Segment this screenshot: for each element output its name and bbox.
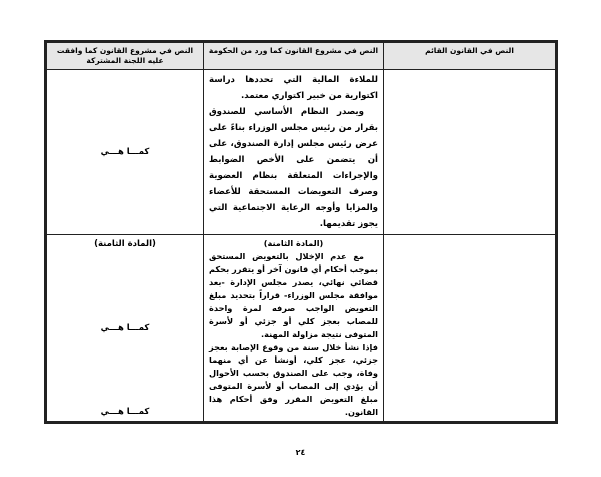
article-title: (المادة الثامنة): [263, 238, 324, 248]
table-row: [47, 235, 555, 421]
header-existing-law: النص في القانون القائم: [383, 43, 555, 69]
unchanged-label: كمـــا هـــي: [100, 323, 150, 333]
government-paragraph: فإذا نشأ خلال سنة من وقوع الإصابة بعجز جزئي، عجز كلي، أونشأ عن أي منهما وفاة، وجب على الصندوق بحسب الأحوال أن يؤدي إلى المصاب أو لأسرة المتوفى مبلغ التعويض المقرر وفق أحكام هذا القانون.: [209, 342, 378, 417]
table-header: [47, 43, 555, 70]
page-number: ٢٤: [295, 448, 306, 457]
government-paragraph: ويصدر النظام الأساسي للصندوق بقرار من رئيس مجلس الوزراء بناءً على عرض رئيس مجلس إدارة الصندوق، على أن يتضمن على الأخص الضوابط والإجراءات المتعلقة بنظام العضوية وصرف التعويضات المستحقة للأعضاء والمزايا وأوجه الرعاية الاجتماعية التي يجوز تقديمها.: [209, 107, 378, 229]
cell-government: [203, 70, 383, 234]
header-committee-draft: النص في مشروع القانون كما وافقت عليه اللجنة المشتركة: [56, 46, 194, 65]
cell-existing: [383, 235, 555, 421]
article-title: (المادة الثامنة): [94, 239, 156, 249]
unchanged-label: كمـــا هـــي: [100, 147, 150, 157]
government-paragraph: للملاءة المالية التي تحددها دراسة اكتوارية من خبير اكتواري معتمد.: [209, 75, 378, 101]
comparison-table: [44, 40, 558, 424]
cell-committee: [47, 235, 203, 421]
header-government-draft: النص في مشروع القانون كما ورد من الحكومة: [203, 43, 383, 69]
table-row: [47, 70, 555, 235]
government-paragraph: مع عدم الإخلال بالتعويض المستحق بموجب أحكام أي قانون آخر أو يتقرر بحكم قضائي نهائي، يصدر مجلس الإدارة -بعد موافقة مجلس الوزراء- قراراً بتحديد مبلغ التعويض الواجب صرفه لمرة واحدة للمصاب بعجز كلي أو جزئي أو لأسرة المتوفى نتيجة مزاولة المهنة.: [209, 251, 378, 339]
cell-committee: [47, 70, 203, 234]
unchanged-label: كمـــا هـــي: [100, 407, 150, 417]
cell-government: [203, 235, 383, 421]
cell-existing: [383, 70, 555, 234]
